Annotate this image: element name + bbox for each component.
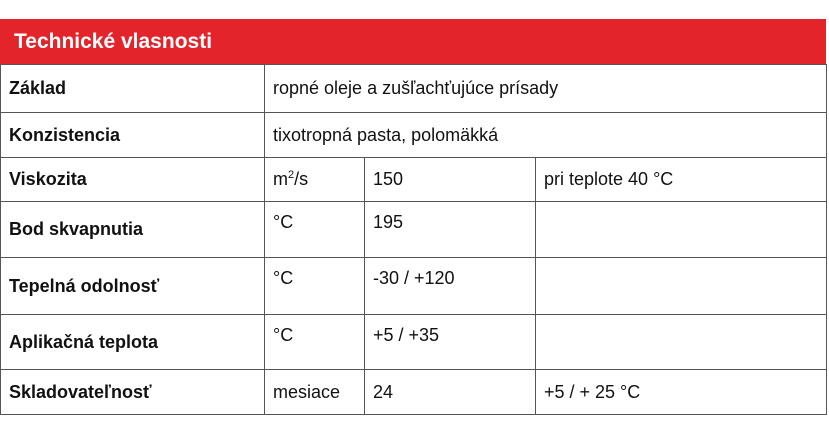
row-value: ropné oleje a zušľachťujúce prísady [265,65,827,113]
row-unit: °C [265,202,365,258]
section-title: Technické vlasnosti [14,30,213,53]
row-note: +5 / + 25 °C [536,370,827,415]
table-row [1,113,827,158]
table-row [1,315,827,370]
row-value: 195 [365,202,536,258]
row-unit [265,158,365,202]
row-unit: mesiace [265,370,365,415]
row-label: Aplikačná teplota [1,315,265,370]
row-unit: °C [265,258,365,315]
row-label: Bod skvapnutia [1,202,265,258]
section-header [0,19,826,64]
row-value: tixotropná pasta, polomäkká [265,113,827,158]
table-row [1,65,827,113]
row-label: Viskozita [1,158,265,202]
row-label: Základ [1,65,265,113]
unit-superscript: 2 [288,169,295,181]
row-note: pri teplote 40 °C [536,158,827,202]
table-row [1,202,827,258]
row-note [536,202,827,258]
row-unit: °C [265,315,365,370]
properties-table [0,64,827,415]
row-label: Konzistencia [1,113,265,158]
unit-tail: /s [294,169,309,189]
row-label: Tepelná odolnosť [1,258,265,315]
table-row [1,370,827,415]
table-row [1,258,827,315]
row-note [536,315,827,370]
row-label: Skladovateľnosť [1,370,265,415]
row-note [536,258,827,315]
row-value: 150 [365,158,536,202]
unit-base: m [273,169,288,189]
row-value: -30 / +120 [365,258,536,315]
row-value: 24 [365,370,536,415]
row-value: +5 / +35 [365,315,536,370]
table-row [1,158,827,202]
